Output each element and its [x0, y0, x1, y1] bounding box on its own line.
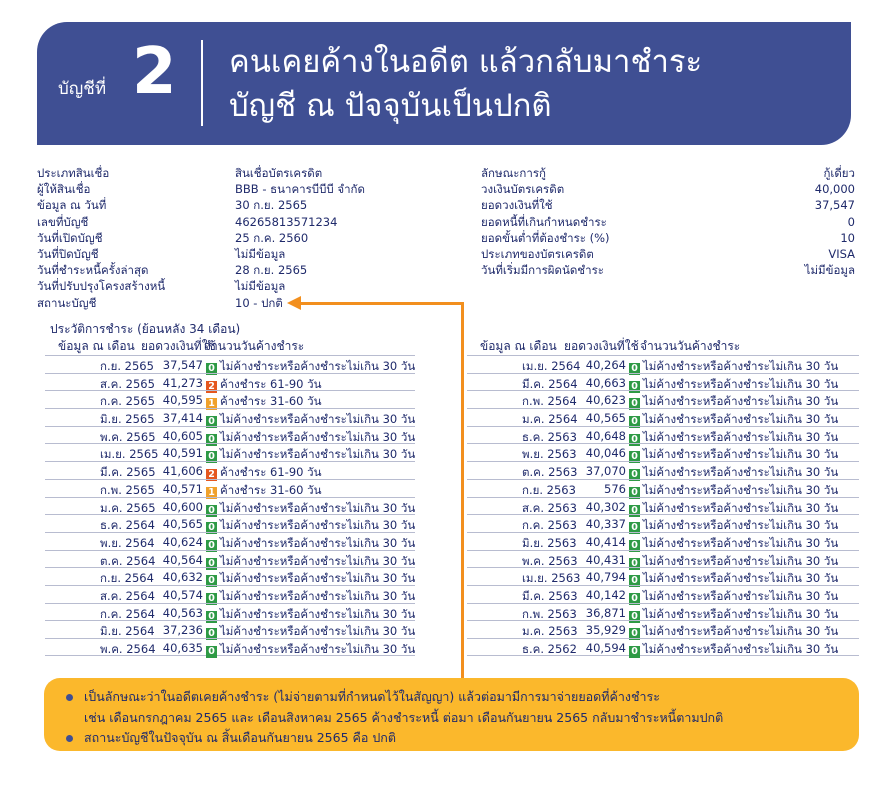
status-badge: 0 [629, 363, 640, 375]
status-badge: 1 [206, 398, 217, 410]
status-text: ไม่ค้างชำระหรือค้างชำระไม่เกิน 30 วัน [220, 359, 416, 373]
info-item: วันที่เปิดบัญชี [37, 230, 103, 245]
status-text: ไม่ค้างชำระหรือค้างชำระไม่เกิน 30 วัน [220, 535, 416, 550]
status-badge: 0 [206, 558, 217, 570]
status-text: ไม่ค้างชำระหรือค้างชำระไม่เกิน 30 วัน [643, 571, 839, 586]
row-month: มี.ค. 2565 [100, 465, 156, 480]
table-row [45, 479, 415, 497]
row-balance: 40,046 [585, 446, 626, 461]
table-row [45, 532, 415, 550]
status-badge: 2 [206, 381, 217, 393]
table-row [45, 585, 415, 603]
info-item: ข้อมูล ณ วันที่ [37, 198, 107, 213]
info-item: 25 ก.ค. 2560 [235, 230, 309, 245]
table-row [45, 443, 415, 461]
table-row [467, 620, 859, 638]
table-row [467, 585, 859, 603]
row-balance: 40,414 [585, 534, 626, 549]
status-text: ค้างชำระ 31-60 วัน [220, 482, 322, 497]
status-badge: 2 [206, 469, 217, 481]
row-month: ธ.ค. 2563 [522, 429, 577, 444]
info-item: วันที่ปิดบัญชี [37, 246, 99, 261]
info-item: 0 [847, 214, 855, 229]
table-row [467, 603, 859, 621]
info-item: ไม่มีข้อมูล [804, 263, 855, 278]
row-month: ก.ค. 2564 [100, 606, 155, 621]
row-month: ก.พ. 2565 [100, 482, 155, 497]
table-row [467, 514, 859, 532]
account-info-left-labels [37, 165, 165, 311]
status-text: ไม่ค้างชำระหรือค้างชำระไม่เกิน 30 วัน [220, 518, 416, 533]
status-badge: 0 [206, 434, 217, 446]
info-item: 30 ก.ย. 2565 [235, 198, 308, 213]
status-badge: 0 [206, 522, 217, 534]
row-month: ก.ย. 2565 [100, 359, 154, 373]
status-text: ไม่ค้างชำระหรือค้างชำระไม่เกิน 30 วัน [643, 394, 839, 409]
row-month: พ.ค. 2564 [100, 642, 156, 656]
status-badge: 0 [629, 522, 640, 534]
status-text: ไม่ค้างชำระหรือค้างชำระไม่เกิน 30 วัน [220, 412, 416, 427]
row-balance: 40,431 [585, 552, 626, 567]
table-row [45, 603, 415, 621]
row-balance: 40,563 [162, 605, 203, 620]
account-info-left-values [235, 165, 365, 311]
status-badge: 0 [629, 611, 640, 623]
table-row [467, 408, 859, 426]
info-item: ประเภทสินเชื่อ [37, 166, 110, 180]
status-badge: 0 [206, 540, 217, 552]
table-row [467, 567, 859, 585]
status-badge: 0 [629, 505, 640, 517]
row-month: ม.ค. 2565 [100, 500, 156, 515]
explanation-note [44, 678, 859, 751]
status-text: ไม่ค้างชำระหรือค้างชำระไม่เกิน 30 วัน [643, 606, 839, 621]
row-balance: 40,663 [585, 375, 626, 390]
status-text: ไม่ค้างชำระหรือค้างชำระไม่เกิน 30 วัน [643, 588, 839, 603]
status-badge: 0 [206, 575, 217, 587]
row-balance: 40,648 [585, 428, 626, 443]
col-month-right: ข้อมูล ณ เดือน [480, 339, 557, 353]
status-badge: 0 [206, 363, 217, 375]
row-month: ต.ค. 2564 [100, 553, 156, 568]
info-item: 28 ก.ย. 2565 [235, 263, 308, 278]
header-divider [201, 40, 203, 126]
bullet-icon [66, 735, 73, 742]
row-balance: 40,632 [162, 570, 203, 585]
row-month: ก.ค. 2565 [100, 394, 155, 409]
status-text: ไม่ค้างชำระหรือค้างชำระไม่เกิน 30 วัน [220, 553, 416, 568]
row-balance: 35,929 [585, 623, 626, 638]
info-item: 10 - ปกติ [235, 295, 283, 310]
row-month: พ.ค. 2563 [522, 553, 578, 568]
table-row [45, 461, 415, 479]
table-row [45, 567, 415, 585]
history-table-left [45, 355, 415, 656]
note-line-3: สถานะบัญชีในปัจจุบัน ณ สิ้นเดือนกันยายน 2565 คือ ปกติ [84, 730, 396, 745]
row-balance: 40,264 [585, 358, 626, 372]
header-banner [37, 22, 851, 145]
info-item: ประเภทของบัตรเครดิต [481, 246, 594, 261]
callout-arrow-horizontal [300, 302, 464, 305]
row-month: มิ.ย. 2565 [100, 412, 155, 427]
row-month: พ.ค. 2565 [100, 429, 156, 444]
status-text: ไม่ค้างชำระหรือค้างชำระไม่เกิน 30 วัน [643, 535, 839, 550]
account-info-right-values [735, 165, 855, 278]
status-badge: 0 [206, 416, 217, 428]
row-status [206, 641, 415, 659]
info-item: สินเชื่อบัตรเครดิต [235, 166, 323, 180]
status-text: ไม่ค้างชำระหรือค้างชำระไม่เกิน 30 วัน [220, 447, 416, 462]
table-row [45, 355, 415, 373]
row-month: ธ.ค. 2562 [522, 642, 577, 656]
status-text: ไม่ค้างชำระหรือค้างชำระไม่เกิน 30 วัน [643, 482, 839, 497]
status-badge: 0 [206, 505, 217, 517]
row-status [629, 641, 838, 659]
history-table-right [467, 355, 859, 656]
row-balance: 40,337 [585, 517, 626, 532]
status-badge: 0 [629, 434, 640, 446]
table-row [45, 373, 415, 391]
table-row [467, 497, 859, 515]
row-balance: 40,624 [162, 534, 203, 549]
account-info-right-labels [481, 165, 610, 278]
row-month: พ.ย. 2564 [100, 535, 155, 550]
row-month: มิ.ย. 2564 [100, 624, 155, 639]
status-text: ไม่ค้างชำระหรือค้างชำระไม่เกิน 30 วัน [643, 465, 839, 480]
table-row [467, 443, 859, 461]
table-row [467, 461, 859, 479]
row-balance: 37,547 [162, 358, 203, 372]
table-row [45, 408, 415, 426]
status-text: ไม่ค้างชำระหรือค้างชำระไม่เกิน 30 วัน [643, 642, 839, 656]
row-balance: 576 [604, 481, 626, 496]
info-item: ผู้ให้สินเชื่อ [37, 182, 91, 197]
status-text: ไม่ค้างชำระหรือค้างชำระไม่เกิน 30 วัน [643, 447, 839, 462]
row-balance: 37,070 [585, 464, 626, 479]
row-balance: 40,595 [162, 393, 203, 408]
row-balance: 40,605 [162, 428, 203, 443]
account-label: บัญชีที่ [58, 79, 107, 99]
status-badge: 0 [629, 593, 640, 605]
history-header-right [480, 337, 741, 356]
info-item: ยอดวงเงินที่ใช้ [481, 198, 553, 213]
info-item: VISA [828, 246, 855, 261]
row-month: ก.พ. 2564 [522, 394, 577, 409]
status-badge: 1 [206, 487, 217, 499]
row-month: ส.ค. 2564 [100, 588, 155, 603]
status-badge: 0 [206, 611, 217, 623]
row-balance: 40,574 [162, 587, 203, 602]
status-badge: 0 [206, 646, 217, 658]
status-text: ไม่ค้างชำระหรือค้างชำระไม่เกิน 30 วัน [643, 518, 839, 533]
info-item: BBB - ธนาคารบีบีบี จำกัด [235, 182, 365, 197]
status-badge: 0 [629, 540, 640, 552]
info-item: 46265813571234 [235, 214, 338, 229]
info-item: 10 [840, 230, 855, 245]
row-balance: 40,564 [162, 552, 203, 567]
history-title: ประวัติการชำระ (ย้อนหลัง 34 เดือน) [50, 322, 241, 336]
status-text: ไม่ค้างชำระหรือค้างชำระไม่เกิน 30 วัน [220, 624, 416, 639]
info-item: ยอดขั้นต่ำที่ต้องชำระ (%) [481, 230, 610, 245]
table-row [45, 514, 415, 532]
table-row [467, 373, 859, 391]
info-item: ไม่มีข้อมูล [235, 279, 286, 294]
row-month: มี.ค. 2564 [522, 376, 578, 391]
row-balance: 37,414 [162, 411, 203, 426]
table-row [45, 550, 415, 568]
header-title-line1: คนเคยค้างในอดีต แล้วกลับมาชำระ [229, 44, 703, 80]
status-text: ค้างชำระ 31-60 วัน [220, 394, 322, 409]
row-month: ม.ค. 2564 [522, 412, 578, 427]
col-month-left: ข้อมูล ณ เดือน [58, 339, 135, 353]
info-item: วันที่เริ่มมีการผิดนัดชำระ [481, 263, 604, 278]
status-badge: 0 [629, 575, 640, 587]
row-month: ส.ค. 2565 [100, 376, 155, 391]
status-badge: 0 [629, 628, 640, 640]
note-line-2: เช่น เดือนกรกฎาคม 2565 และ เดือนสิงหาคม 2565 ค้างชำระหนี้ ต่อมา เดือนกันยายน 2565 กลับมาชำระหนี้ตามปกติ [84, 710, 724, 725]
row-balance: 36,871 [585, 605, 626, 620]
table-row [45, 620, 415, 638]
row-balance: 40,623 [585, 393, 626, 408]
status-badge: 0 [629, 646, 640, 658]
status-badge: 0 [629, 381, 640, 393]
info-item: สถานะบัญชี [37, 295, 97, 310]
row-balance: 40,302 [585, 499, 626, 514]
row-month: เม.ย. 2565 [100, 447, 159, 462]
row-month: มิ.ย. 2563 [522, 535, 577, 550]
status-badge: 0 [629, 398, 640, 410]
row-balance: 40,591 [162, 446, 203, 461]
callout-arrow-head-icon [287, 296, 301, 310]
col-status-right: จำนวนวันค้างชำระ [640, 339, 741, 353]
row-month: มี.ค. 2563 [522, 588, 578, 603]
col-balance-left: ยอดวงเงินที่ใช้ [141, 339, 216, 353]
table-row [45, 390, 415, 408]
status-text: ไม่ค้างชำระหรือค้างชำระไม่เกิน 30 วัน [220, 588, 416, 603]
info-item: วงเงินบัตรเครดิต [481, 182, 565, 197]
row-balance: 40,635 [162, 641, 203, 655]
status-badge: 0 [629, 416, 640, 428]
table-row [45, 638, 415, 656]
table-row [467, 532, 859, 550]
status-text: ไม่ค้างชำระหรือค้างชำระไม่เกิน 30 วัน [643, 412, 839, 427]
status-text: ไม่ค้างชำระหรือค้างชำระไม่เกิน 30 วัน [220, 429, 416, 444]
status-badge: 0 [629, 469, 640, 481]
table-row [467, 479, 859, 497]
row-balance: 40,594 [585, 641, 626, 655]
info-item: วันที่ชำระหนี้ครั้งล่าสุด [37, 263, 149, 278]
account-number: 2 [132, 35, 177, 109]
note-line-1: เป็นลักษณะว่าในอดีตเคยค้างชำระ (ไม่จ่ายตามที่กำหนดไว้ในสัญญา) แล้วต่อมามีการมาจ่ายยอดที่ค้างชำระ [84, 689, 660, 704]
row-balance: 40,565 [585, 411, 626, 426]
status-text: ค้างชำระ 61-90 วัน [220, 465, 322, 480]
status-text: ไม่ค้างชำระหรือค้างชำระไม่เกิน 30 วัน [220, 500, 416, 515]
row-month: พ.ย. 2563 [522, 447, 577, 462]
row-month: ม.ค. 2563 [522, 624, 578, 639]
status-text: ไม่ค้างชำระหรือค้างชำระไม่เกิน 30 วัน [643, 500, 839, 515]
row-balance: 40,142 [585, 587, 626, 602]
status-badge: 0 [629, 451, 640, 463]
status-text: ไม่ค้างชำระหรือค้างชำระไม่เกิน 30 วัน [643, 376, 839, 391]
status-text: ไม่ค้างชำระหรือค้างชำระไม่เกิน 30 วัน [643, 429, 839, 444]
header-title-line2: บัญชี ณ ปัจจุบันเป็นปกติ [229, 88, 552, 124]
table-row [467, 638, 859, 656]
status-text: ไม่ค้างชำระหรือค้างชำระไม่เกิน 30 วัน [643, 553, 839, 568]
table-row [467, 426, 859, 444]
row-balance: 41,606 [162, 464, 203, 479]
row-month: ส.ค. 2563 [522, 500, 577, 515]
info-item: ลักษณะการกู้ [481, 166, 546, 180]
row-balance: 40,600 [162, 499, 203, 514]
info-item: เลขที่บัญชี [37, 214, 89, 229]
status-text: ไม่ค้างชำระหรือค้างชำระไม่เกิน 30 วัน [220, 606, 416, 621]
table-row [467, 550, 859, 568]
row-balance: 40,571 [162, 481, 203, 496]
status-badge: 0 [206, 593, 217, 605]
row-balance: 41,273 [162, 375, 203, 390]
row-month: ก.ค. 2563 [522, 518, 577, 533]
info-item: วันที่ปรับปรุงโครงสร้างหนี้ [37, 279, 166, 294]
row-month: เม.ย. 2563 [522, 571, 581, 586]
status-badge: 0 [629, 558, 640, 570]
col-status-left: จำนวนวันค้างชำระ [204, 339, 305, 353]
info-item: ยอดหนี้ที่เกินกำหนดชำระ [481, 214, 607, 229]
status-text: ไม่ค้างชำระหรือค้างชำระไม่เกิน 30 วัน [220, 571, 416, 586]
status-badge: 0 [206, 628, 217, 640]
row-month: ก.ย. 2563 [522, 482, 576, 497]
info-item: 37,547 [814, 198, 855, 213]
row-month: ก.ย. 2564 [100, 571, 154, 586]
status-text: ค้างชำระ 61-90 วัน [220, 376, 322, 391]
status-text: ไม่ค้างชำระหรือค้างชำระไม่เกิน 30 วัน [220, 642, 416, 656]
status-badge: 0 [206, 451, 217, 463]
status-text: ไม่ค้างชำระหรือค้างชำระไม่เกิน 30 วัน [643, 359, 839, 373]
history-header-left [58, 337, 305, 356]
row-balance: 40,565 [162, 517, 203, 532]
table-row [45, 497, 415, 515]
bullet-icon [66, 694, 73, 701]
row-month: ต.ค. 2563 [522, 465, 578, 480]
row-balance: 40,794 [585, 570, 626, 585]
row-month: ธ.ค. 2564 [100, 518, 155, 533]
row-month: เม.ย. 2564 [522, 359, 581, 373]
table-row [467, 355, 859, 373]
status-text: ไม่ค้างชำระหรือค้างชำระไม่เกิน 30 วัน [643, 624, 839, 639]
col-balance-right: ยอดวงเงินที่ใช้ [564, 339, 639, 353]
table-row [467, 390, 859, 408]
row-month: ก.พ. 2563 [522, 606, 577, 621]
row-balance: 37,236 [162, 623, 203, 638]
status-badge: 0 [629, 487, 640, 499]
table-row [45, 426, 415, 444]
info-item: ไม่มีข้อมูล [235, 246, 286, 261]
callout-arrow-line [461, 302, 464, 684]
info-item: 40,000 [814, 182, 855, 197]
info-item: กู้เดี่ยว [823, 166, 855, 180]
